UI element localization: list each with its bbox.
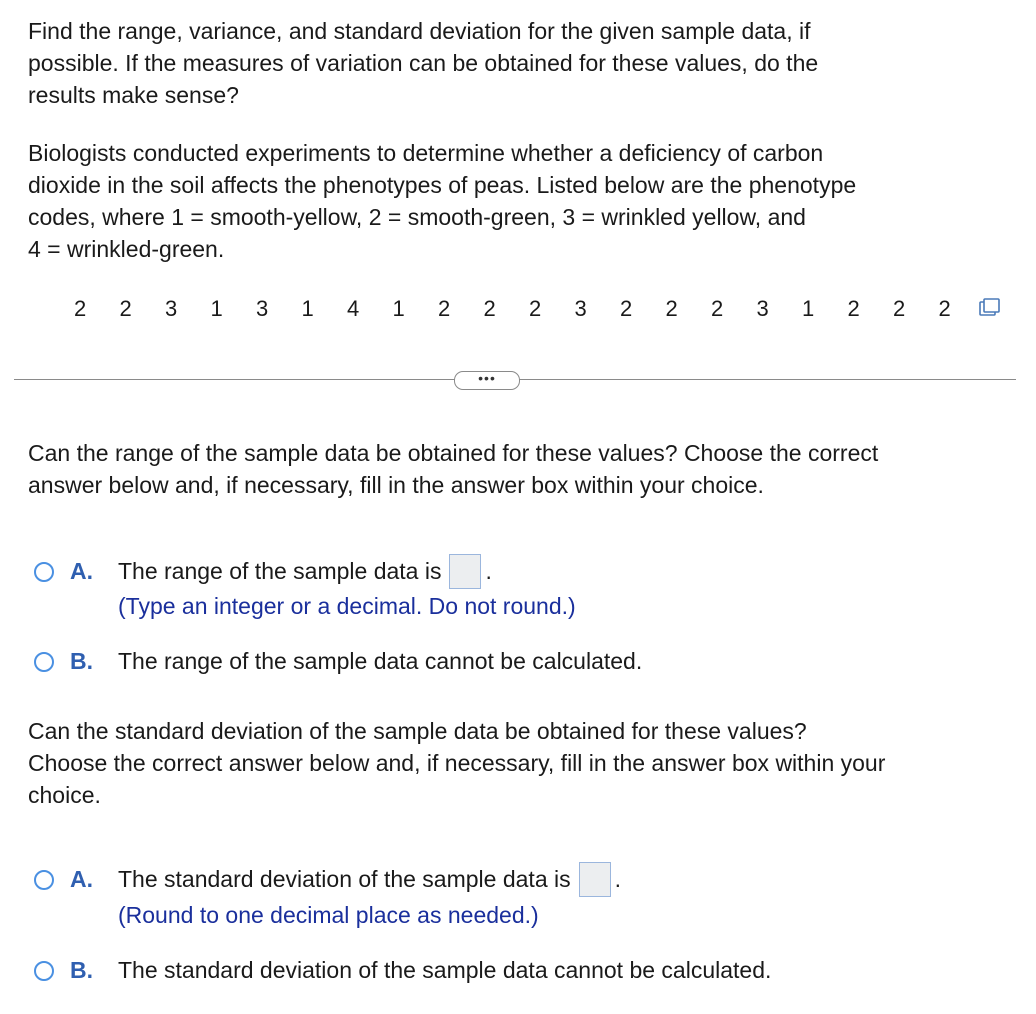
problem-instructions <box>28 15 818 111</box>
sample-data-row <box>74 294 959 324</box>
radio-button[interactable] <box>34 562 54 582</box>
range-option-a[interactable] <box>28 554 492 589</box>
range-answer-box[interactable] <box>449 554 481 589</box>
context-line: 4 = wrinkled-green. <box>28 236 225 262</box>
option-suffix: . <box>485 558 492 584</box>
std-dev-option-a[interactable] <box>28 862 621 897</box>
problem-context <box>28 137 856 265</box>
question-line: Can the standard deviation of the sample data be obtained for these values? <box>28 718 807 744</box>
question-line: Can the range of the sample data be obtained for these values? Choose the correct <box>28 440 879 466</box>
data-value: 2 <box>483 296 496 321</box>
data-value: 1 <box>210 296 223 321</box>
instruction-line: Find the range, variance, and standard deviation for the given sample data, if <box>28 18 811 44</box>
expand-more-button[interactable]: ••• <box>454 371 520 390</box>
std-dev-question <box>28 715 885 811</box>
option-suffix: . <box>614 866 622 892</box>
data-value: 2 <box>893 296 906 321</box>
data-value: 1 <box>301 296 314 321</box>
option-letter: A. <box>70 866 93 892</box>
data-value: 2 <box>74 296 87 321</box>
data-value: 3 <box>574 296 587 321</box>
data-value: 2 <box>938 296 951 321</box>
option-text: The standard deviation of the sample data is <box>118 866 571 892</box>
data-value: 2 <box>665 296 678 321</box>
option-text: The range of the sample data cannot be calculated. <box>118 648 643 674</box>
context-line: codes, where 1 = smooth-yellow, 2 = smooth-green, 3 = wrinkled yellow, and <box>28 204 806 230</box>
option-letter: A. <box>70 558 93 584</box>
copy-data-icon[interactable] <box>978 297 1000 319</box>
option-text: The standard deviation of the sample data cannot be calculated. <box>118 957 772 983</box>
data-value: 1 <box>392 296 405 321</box>
std-dev-answer-hint: (Round to one decimal place as needed.) <box>118 902 539 928</box>
range-question <box>28 437 878 501</box>
std-dev-option-b[interactable] <box>28 957 771 984</box>
data-value: 4 <box>347 296 360 321</box>
data-value: 2 <box>529 296 542 321</box>
std-dev-answer-box[interactable] <box>579 862 611 897</box>
data-value: 1 <box>802 296 815 321</box>
radio-button[interactable] <box>34 961 54 981</box>
radio-button[interactable] <box>34 652 54 672</box>
data-value: 2 <box>438 296 451 321</box>
data-value: 3 <box>756 296 769 321</box>
context-line: dioxide in the soil affects the phenotypes of peas. Listed below are the phenotype <box>28 172 857 198</box>
question-line: Choose the correct answer below and, if necessary, fill in the answer box within your <box>28 750 886 776</box>
data-value: 2 <box>620 296 633 321</box>
data-value: 3 <box>165 296 178 321</box>
range-option-b[interactable] <box>28 648 642 675</box>
data-value: 2 <box>847 296 860 321</box>
radio-button[interactable] <box>34 870 54 890</box>
context-line: Biologists conducted experiments to determine whether a deficiency of carbon <box>28 140 824 166</box>
question-line: choice. <box>28 782 101 808</box>
data-value: 2 <box>711 296 724 321</box>
instruction-line: possible. If the measures of variation can be obtained for these values, do the <box>28 50 819 76</box>
data-value: 2 <box>119 296 132 321</box>
question-line: answer below and, if necessary, fill in the answer box within your choice. <box>28 472 764 498</box>
instruction-line: results make sense? <box>28 82 239 108</box>
range-answer-hint: (Type an integer or a decimal. Do not round.) <box>118 593 576 619</box>
option-text: The range of the sample data is <box>118 558 442 584</box>
data-value: 3 <box>256 296 269 321</box>
option-letter: B. <box>70 957 93 983</box>
option-letter: B. <box>70 648 93 674</box>
